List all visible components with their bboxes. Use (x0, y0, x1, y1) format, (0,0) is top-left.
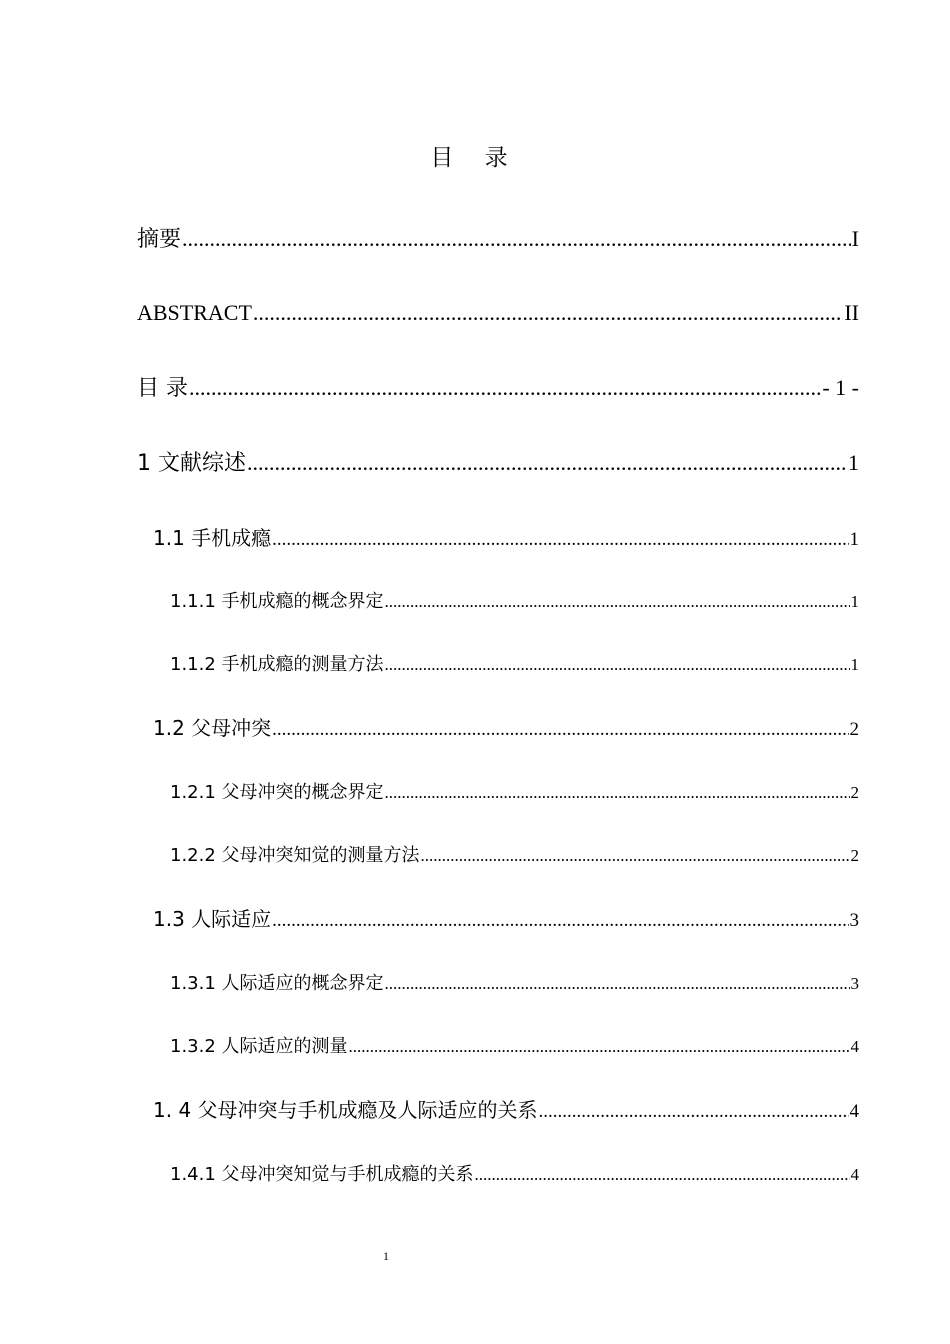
toc-entry-1-4[interactable] (153, 1096, 859, 1126)
toc-entry-1-1-2[interactable] (170, 652, 859, 678)
toc-entry-label: 摘要 (137, 227, 182, 252)
dot-leader (189, 373, 821, 403)
dot-leader (253, 298, 843, 328)
dot-leader (272, 716, 848, 744)
toc-entry-1-2-2[interactable] (170, 843, 859, 869)
dot-leader (421, 843, 850, 869)
dot-leader (182, 224, 851, 254)
toc-entry-page: I (851, 226, 859, 251)
toc-entry-1-4-1[interactable] (170, 1162, 859, 1188)
toc-entry-chapter-1[interactable] (137, 448, 859, 479)
toc-entry-label: 1.1.1 手机成瘾的概念界定 (170, 591, 384, 612)
toc-entry-1-3-1[interactable] (170, 971, 859, 997)
toc-entry-abstract-cn[interactable] (137, 224, 859, 255)
dot-leader (475, 1162, 850, 1188)
toc-entry-label: 1.3 人际适应 (153, 907, 272, 931)
toc-entry-label: 1. 4 父母冲突与手机成瘾及人际适应的关系 (153, 1098, 538, 1122)
toc-entry-1-2[interactable] (153, 714, 859, 744)
dot-leader (385, 780, 850, 806)
toc-entry-label: 1.3.2 人际适应的测量 (170, 1036, 348, 1057)
toc-entry-label: 1.4.1 父母冲突知觉与手机成瘾的关系 (170, 1164, 474, 1185)
toc-entry-1-3[interactable] (153, 905, 859, 935)
footer-page-number: 1 (383, 1249, 389, 1263)
toc-entry-page: - 1 - (822, 375, 859, 400)
toc-entry-page: II (844, 300, 859, 325)
toc-entry-label: 目 录 (137, 376, 188, 401)
toc-entry-label: 1.1 手机成瘾 (153, 526, 272, 550)
dot-leader (385, 652, 850, 678)
page-title: 目 录 (430, 145, 520, 171)
toc-entry-label: 1.2.2 父母冲突知觉的测量方法 (170, 845, 420, 866)
toc-entry-label: 1.1.2 手机成瘾的测量方法 (170, 654, 384, 675)
dot-leader (272, 526, 848, 554)
toc-entry-page: 4 (850, 1165, 859, 1184)
toc-entry-label: 1.3.1 人际适应的概念界定 (170, 973, 384, 994)
toc-entry-page: 2 (850, 846, 859, 865)
toc-entry-1-1-1[interactable] (170, 589, 859, 615)
dot-leader (539, 1098, 849, 1126)
toc-entry-page: 4 (849, 1101, 859, 1122)
toc-entry-1-3-2[interactable] (170, 1034, 859, 1060)
toc-entry-page: 1 (848, 450, 859, 475)
toc-entry-label: 1 文献综述 (137, 451, 246, 476)
toc-entry-label: 1.2 父母冲突 (153, 716, 272, 740)
toc-entry-page: 1 (850, 655, 859, 674)
toc-entry-label: 1.2.1 父母冲突的概念界定 (170, 782, 384, 803)
toc-entry-page: 4 (850, 1037, 859, 1056)
toc-entry-page: 1 (850, 592, 859, 611)
dot-leader (349, 1034, 850, 1060)
toc-entry-1-1[interactable] (153, 524, 859, 554)
toc-entry-contents[interactable] (137, 373, 859, 404)
toc-entry-page: 2 (849, 719, 859, 740)
dot-leader (385, 971, 850, 997)
toc-entry-page: 1 (849, 529, 859, 550)
toc-entry-page: 3 (849, 910, 859, 931)
dot-leader (247, 448, 847, 478)
toc-entry-abstract-en[interactable] (137, 298, 859, 328)
toc-entry-page: 3 (850, 974, 859, 993)
toc-entry-page: 2 (850, 783, 859, 802)
toc-entry-label: ABSTRACT (137, 300, 252, 325)
dot-leader (385, 589, 850, 615)
toc-entry-1-2-1[interactable] (170, 780, 859, 806)
dot-leader (272, 907, 848, 935)
